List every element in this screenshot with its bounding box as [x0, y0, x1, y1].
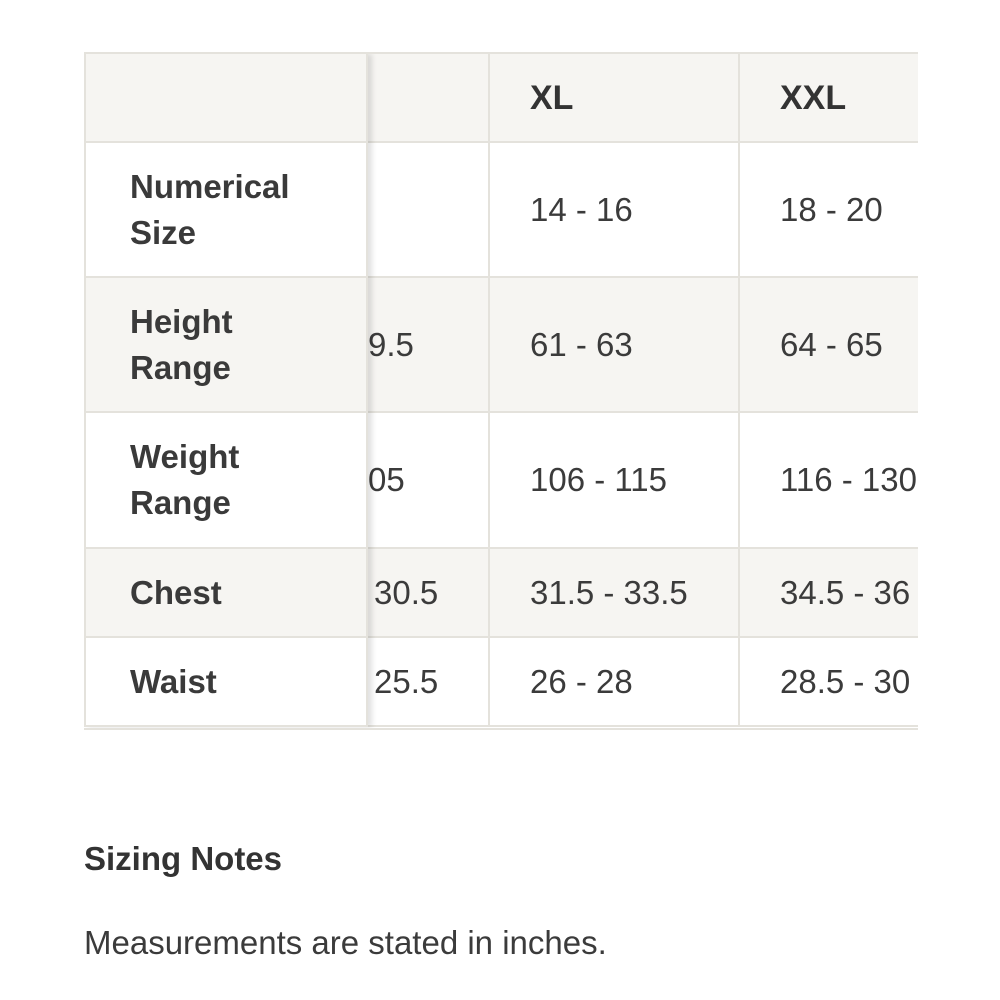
table-row-label: Waist	[84, 638, 368, 727]
table-cell: 61 - 63	[490, 278, 740, 413]
table-cell	[368, 143, 490, 278]
table-row-label: Numerical Size	[84, 143, 368, 278]
table-header-cell	[84, 54, 368, 143]
table-cell: 34.5 - 36	[740, 549, 918, 638]
table-cell: 30.5	[368, 549, 490, 638]
table-row-label: Chest	[84, 549, 368, 638]
table-header-cell	[368, 54, 490, 143]
table-cell: 106 - 115	[490, 413, 740, 549]
table-cell: 64 - 65	[740, 278, 918, 413]
size-table-scroll-area[interactable]	[84, 52, 918, 730]
table-cell: 25.5	[368, 638, 490, 727]
table-cell: 28.5 - 30	[740, 638, 918, 727]
table-row-label: Height Range	[84, 278, 368, 413]
sizing-notes-text: Measurements are stated in inches.	[84, 924, 607, 961]
table-cell: 31.5 - 33.5	[490, 549, 740, 638]
sizing-notes-heading: Sizing Notes	[84, 840, 283, 877]
table-cell: 05	[368, 413, 490, 549]
table-cell: 18 - 20	[740, 143, 918, 278]
table-cell: 14 - 16	[490, 143, 740, 278]
table-cell: 116 - 130	[740, 413, 918, 549]
table-header-cell: XL	[490, 54, 740, 143]
table-cell: 9.5	[368, 278, 490, 413]
table-header-cell: XXL	[740, 54, 918, 143]
table-cell: 26 - 28	[490, 638, 740, 727]
table-sticky-label-column	[84, 54, 368, 727]
table-row-label: Weight Range	[84, 413, 368, 549]
